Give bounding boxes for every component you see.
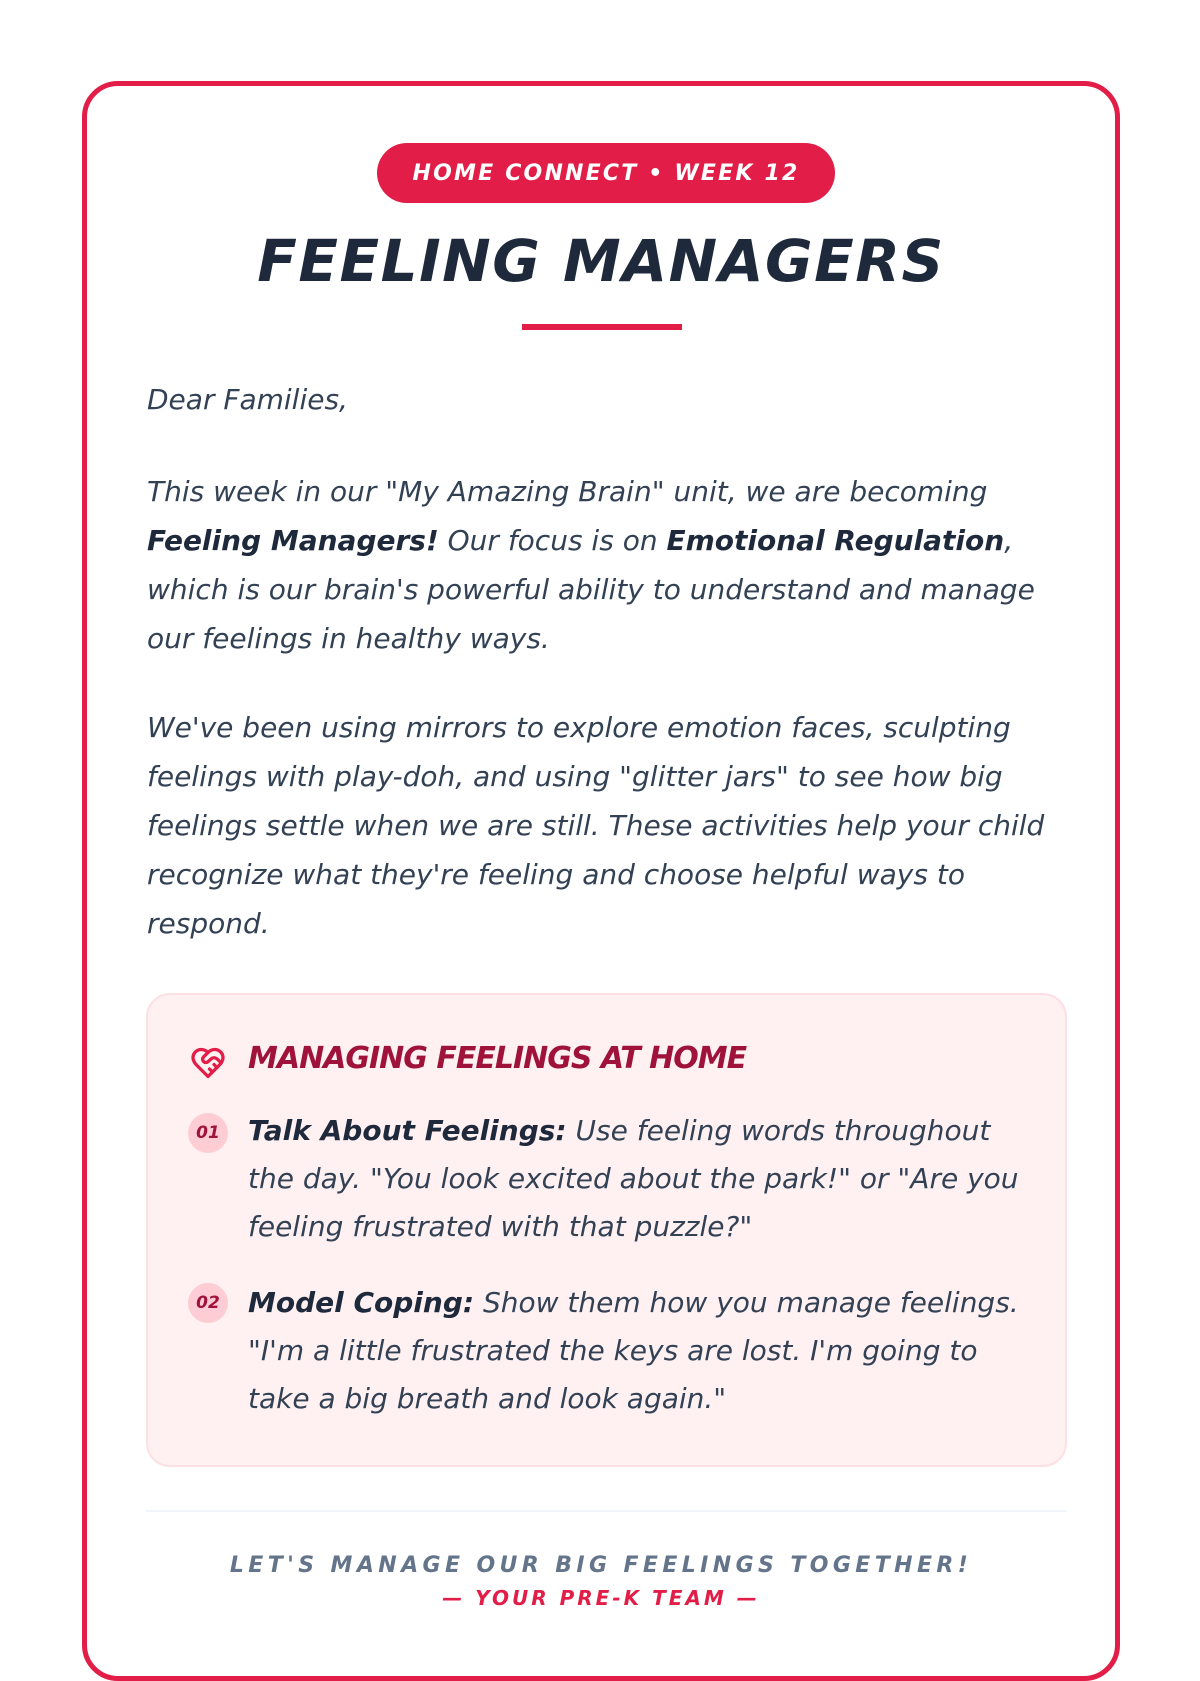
letter-paragraph-intro	[147, 467, 1067, 663]
newsletter-card	[82, 81, 1120, 1681]
tips-box	[146, 993, 1067, 1467]
tip-title: Model Coping:	[248, 1286, 475, 1319]
team-signoff: — YOUR PRE-K TEAM —	[442, 1586, 760, 1610]
heart-handshake-icon	[188, 1045, 228, 1081]
closing-line: LET'S MANAGE OUR BIG FEELINGS TOGETHER!	[229, 1553, 973, 1578]
intro-text-3: , which is our brain's powerful ability to understand and manage our feelings in healthy ways.	[147, 524, 1035, 655]
tip-title: Talk About Feelings:	[248, 1114, 567, 1147]
intro-text-2: Our focus is on	[438, 524, 667, 557]
week-badge: HOME CONNECT • WEEK 12	[377, 143, 835, 203]
tip-item-model-coping	[248, 1279, 1038, 1423]
intro-text-1: This week in our "My Amazing Brain" unit, we are becoming	[147, 475, 988, 508]
title-underline	[522, 324, 682, 330]
letter-greeting: Dear Families,	[147, 383, 348, 416]
tip-text: Use feeling words throughout the day. "You look excited about the park!" or "Are you feeling frustrated with that puzzle?"	[248, 1114, 1019, 1243]
tip-number-badge: 02	[188, 1283, 228, 1323]
tips-heading: MANAGING FEELINGS AT HOME	[248, 1041, 747, 1076]
tip-item-talk-about-feelings	[248, 1107, 1038, 1251]
tip-number-badge: 01	[188, 1113, 228, 1153]
page-title: FEELING MANAGERS	[257, 227, 945, 295]
tip-text: Show them how you manage feelings. "I'm a little frustrated the keys are lost. I'm going to take a big breath and look again."	[248, 1286, 1019, 1415]
footer-divider	[146, 1510, 1067, 1512]
intro-bold-emotional-regulation: Emotional Regulation	[666, 524, 1005, 557]
letter-paragraph-activities: We've been using mirrors to explore emotion faces, sculpting feelings with play-doh, and using "glitter jars" to see how big feelings settle when we are still. These activities help your child recognize what they're feeling and choose helpful ways to respond.	[147, 711, 1045, 940]
intro-bold-feeling-managers: Feeling Managers!	[147, 524, 439, 557]
